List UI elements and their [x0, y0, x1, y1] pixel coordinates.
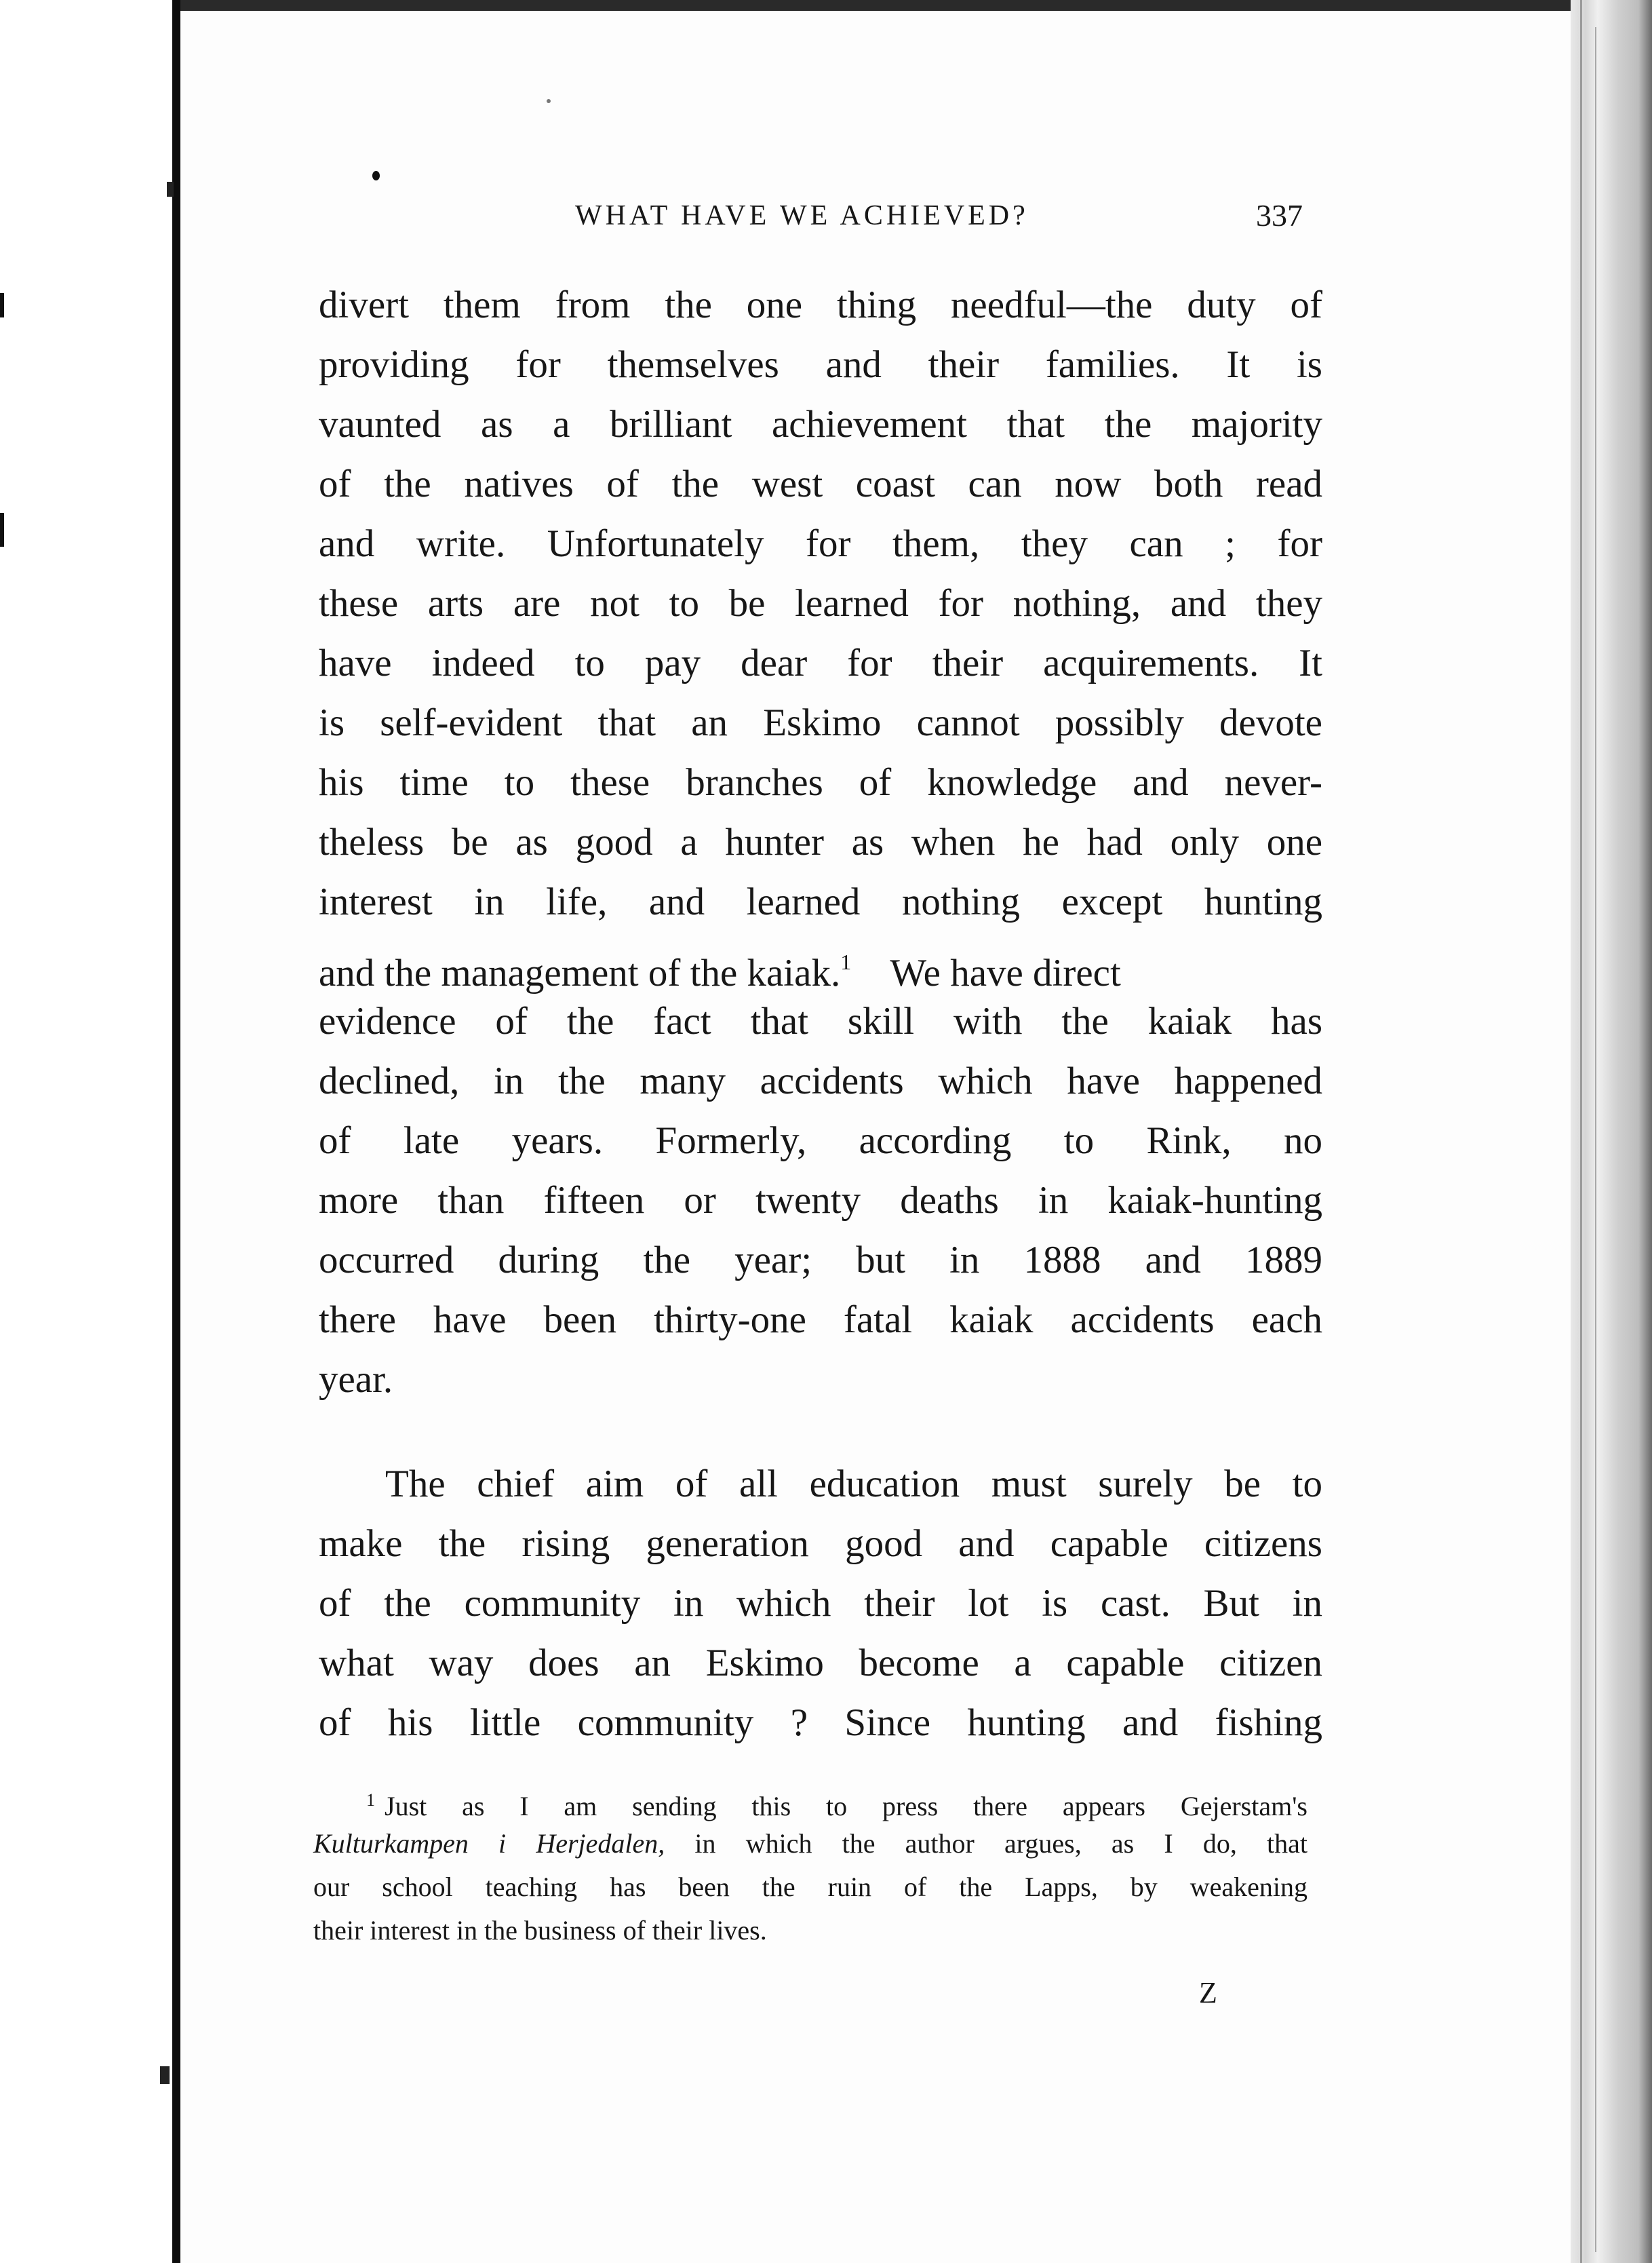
- text-line: his time to these branches of knowledge and never-: [319, 761, 1322, 804]
- text-segment: and the management of the kaiak.: [319, 952, 841, 994]
- page-edge-line: [1580, 0, 1582, 2263]
- ink-dot: [547, 99, 551, 103]
- text-line: of the community in which their lot is cast. But in: [319, 1582, 1322, 1625]
- text-segment: We have direct: [881, 952, 1121, 994]
- facing-page-strip: [0, 0, 180, 2263]
- text-line: divert them from the one thing needful—the duty of: [319, 284, 1322, 326]
- scan-top-edge: [0, 0, 1652, 11]
- text-line: theless be as good a hunter as when he had only one: [319, 821, 1322, 864]
- text-line: of the natives of the west coast can now both read: [319, 463, 1322, 505]
- text-line: vaunted as a brilliant achievement that the majority: [319, 403, 1322, 446]
- binding-gutter: [172, 0, 180, 2263]
- text-line: year.: [319, 1358, 393, 1401]
- text-line: more than fifteen or twenty deaths in kaiak-hunting: [319, 1179, 1322, 1222]
- footnote-line: their interest in the business of their lives.: [313, 1915, 767, 1946]
- scan-speck: [167, 182, 174, 197]
- text-line: of late years. Formerly, according to Rink, no: [319, 1119, 1322, 1162]
- text-line: and write. Unfortunately for them, they can ; for: [319, 522, 1322, 565]
- signature-mark: Z: [1199, 1976, 1217, 2009]
- page-fore-edge: [1571, 0, 1652, 2263]
- footnote-line: [313, 1822, 1307, 1865]
- footnote-text: Just as I am sending this to press there appears Gejerstam's: [385, 1791, 1307, 1821]
- scan-speck: [0, 293, 4, 317]
- text-line: there have been thirty-one fatal kaiak accidents each: [319, 1298, 1322, 1341]
- text-line-with-footnote: [319, 932, 1322, 992]
- scan-speck: [0, 513, 4, 547]
- text-line: make the rising generation good and capable citizens: [319, 1522, 1322, 1565]
- text-line: interest in life, and learned nothing except hunting: [319, 881, 1322, 923]
- footnote-line: our school teaching has been the ruin of the Lapps, by weakening: [313, 1872, 1307, 1902]
- text-line: of his little community ? Since hunting and fishing: [319, 1701, 1322, 1744]
- text-line: The chief aim of all education must surely be to: [385, 1463, 1322, 1505]
- text-line: occurred during the year; but in 1888 and 1889: [319, 1239, 1322, 1281]
- running-head: WHAT HAVE WE ACHIEVED?: [575, 200, 1029, 231]
- footnote-book-title: Kulturkampen i Herjedalen,: [313, 1828, 665, 1859]
- ink-dot: [372, 171, 380, 180]
- footnote-text: in which the author argues, as I do, that: [665, 1828, 1308, 1859]
- text-line: is self-evident that an Eskimo cannot possibly devote: [319, 701, 1322, 744]
- footnote-reference: 1: [840, 950, 852, 974]
- page-edge-line: [1595, 27, 1596, 2252]
- text-line: declined, in the many accidents which have happened: [319, 1060, 1322, 1102]
- text-line: have indeed to pay dear for their acquirements. It: [319, 642, 1322, 684]
- footnote-line: [366, 1779, 1307, 1822]
- scan-speck: [160, 2066, 170, 2084]
- text-line: what way does an Eskimo become a capable citizen: [319, 1642, 1322, 1684]
- text-line: these arts are not to be learned for nothing, and they: [319, 582, 1322, 625]
- text-line: providing for themselves and their families. It is: [319, 343, 1322, 386]
- footnote-marker: 1: [366, 1790, 375, 1810]
- page-number: 337: [1256, 198, 1303, 233]
- text-line: evidence of the fact that skill with the kaiak has: [319, 1000, 1322, 1043]
